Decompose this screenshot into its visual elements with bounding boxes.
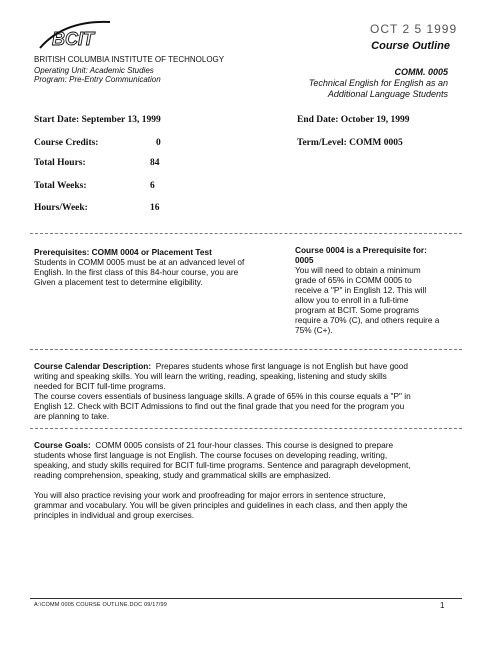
prerequisites-line: English. In the first class of this 84-hour course, you are (34, 267, 239, 277)
divider (30, 233, 462, 234)
course-goals-line: students whose first language is not English. The course focuses on developing reading, writing, (34, 450, 388, 460)
course-title-line1: Technical English for English as an (308, 78, 448, 88)
course-goals-line: speaking, and study skills required for BCIT full-time programs. Sentence and paragraph development, (34, 460, 411, 470)
course-goals-heading: Course Goals: (34, 440, 91, 450)
course-goals-text: COMM 0005 consists of 21 four-hour classes. This course is designed to prepare (95, 440, 394, 450)
calendar-description-line: The course covers essentials of business language skills. A grade of 65% in this course equals a "P" in (34, 391, 411, 401)
prerequisite-for-line: grade of 65% in COMM 0005 to (295, 275, 412, 285)
calendar-description-line: are planning to take. (34, 411, 110, 421)
prerequisite-for-heading: Course 0004 is a Prerequisite for: (295, 245, 427, 255)
document-type: Course Outline (371, 40, 450, 52)
total-hours-label: Total Hours: (34, 158, 86, 168)
hours-week-label: Hours/Week: (34, 203, 88, 213)
hours-week-value: 16 (150, 203, 160, 213)
prerequisite-for-line: receive a "P" in English 12. This will (295, 285, 427, 295)
prerequisite-for-line: 75% (C+). (295, 325, 333, 335)
prerequisite-for-box (295, 245, 465, 335)
divider (30, 349, 462, 350)
calendar-description-line: English 12. Check with BCIT Admissions to find out the final grade that you need for the program you (34, 401, 405, 411)
term-level: Term/Level: COMM 0005 (297, 138, 403, 148)
total-weeks-label: Total Weeks: (34, 181, 87, 191)
calendar-description-section (34, 361, 474, 421)
footer-rule (30, 598, 462, 599)
prerequisites-heading: Prerequisites: COMM 0004 or Placement Test (34, 247, 212, 257)
calendar-description-heading: Course Calendar Description: (34, 361, 152, 371)
prerequisite-for-line: allow you to enroll in a full-time (295, 295, 409, 305)
total-weeks-value: 6 (150, 181, 155, 191)
calendar-description-line: writing and speaking skills. You will learn the writing, reading, speaking, listening and study skills (34, 371, 387, 381)
prerequisite-for-course: 0005 (295, 255, 314, 265)
prerequisite-for-line: You will need to obtain a minimum (295, 265, 421, 275)
calendar-description-text: Prepares students whose first language is not English but have good (155, 361, 409, 371)
page-number: 1 (440, 601, 445, 610)
program-name: Program: Pre-Entry Communication (34, 75, 161, 84)
end-date: End Date: October 19, 1999 (297, 115, 410, 125)
prerequisites-line: Students in COMM 0005 must be at an advanced level of (34, 257, 245, 267)
prerequisites-line: Given a placement test to determine eligibility. (34, 277, 203, 287)
prerequisite-for-line: program at BCIT. Some programs (295, 305, 420, 315)
total-hours-value: 84 (150, 158, 160, 168)
svg-text:BCIT: BCIT (52, 29, 94, 49)
course-goals-line: You will also practice revising your work and proofreading for major errors in sentence structure, (34, 490, 386, 500)
course-title-line2: Additional Language Students (327, 89, 448, 99)
calendar-description-line: needed for BCIT full-time programs. (34, 381, 166, 391)
prerequisites-section (34, 247, 274, 287)
course-goals-line: principles in individual and group exercises. (34, 510, 195, 520)
prerequisite-for-line: require a 70% (C), and others require a (295, 315, 440, 325)
bcit-logo (34, 18, 114, 52)
footer-file-reference: A:\COMM 0005 COURSE OUTLINE.DOC 09/17/99 (34, 602, 168, 608)
course-code: COMM. 0005 (394, 67, 448, 77)
course-goals-line: reading comprehension, speaking, study and grammatical skills are emphasized. (34, 470, 331, 480)
course-goals-line: grammar and vocabulary. You will be given principles and guidelines in each class, and then apply the (34, 500, 408, 510)
institute-name: BRITISH COLUMBIA INSTITUTE OF TECHNOLOGY (34, 55, 225, 64)
course-credits-label: Course Credits: (34, 138, 99, 148)
received-stamp-date: OCT 2 5 1999 (370, 22, 458, 36)
course-credits-value: 0 (156, 138, 161, 148)
course-goals-section (34, 440, 474, 520)
divider (30, 428, 462, 429)
operating-unit: Operating Unit: Academic Studies (34, 66, 154, 75)
start-date: Start Date: September 13, 1999 (34, 115, 161, 125)
